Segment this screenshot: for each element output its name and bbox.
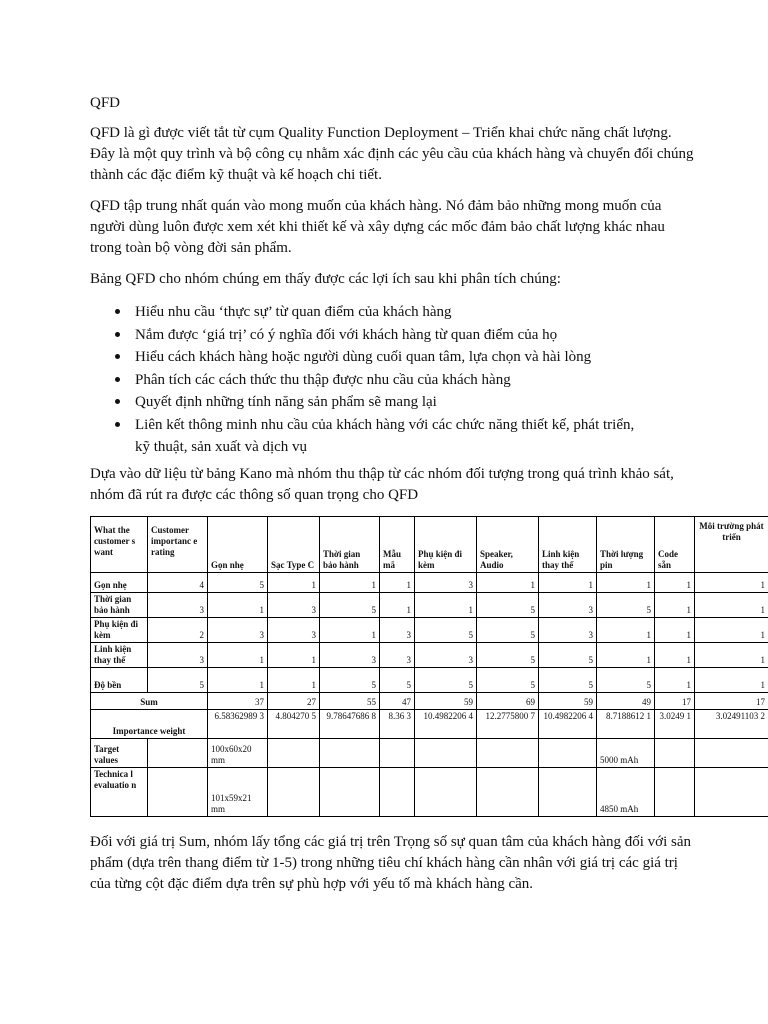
importance-cell: 10.4982206 4 xyxy=(415,710,477,739)
sum-label: Sum xyxy=(91,693,208,710)
list-item: Nắm được ‘giá trị’ có ý nghĩa đối với khách hàng từ quan điểm của họ xyxy=(90,324,650,347)
table-cell xyxy=(655,739,695,768)
table-cell: 1 xyxy=(695,643,768,668)
header-cell: Customer importanc e rating xyxy=(148,517,208,573)
table-cell: 5 xyxy=(477,593,539,618)
table-cell: 1 xyxy=(380,573,415,593)
table-cell: 1 xyxy=(208,643,268,668)
table-cell xyxy=(539,768,597,817)
importance-cell: 3.0249 1 xyxy=(655,710,695,739)
paragraph-qfd-definition: QFD là gì được viết tắt từ cụm Quality Function Deployment – Triển khai chức năng chất lượng. Đây là một quy trình và bộ công cụ nhằm xác định các yêu cầu của khách hàng và chuyển đổi chúng thành các đặc điểm kỹ thuật và kế hoạch chi tiết. xyxy=(90,125,694,183)
importance-cell: 6.58362989 3 xyxy=(208,710,268,739)
table-cell xyxy=(477,739,539,768)
table-cell: 1 xyxy=(695,668,768,693)
table-cell: 1 xyxy=(695,618,768,643)
table-cell: 1 xyxy=(320,573,380,593)
table-cell: 3 xyxy=(148,593,208,618)
table-cell: 1 xyxy=(380,593,415,618)
sum-cell: 47 xyxy=(380,693,415,710)
table-cell: 1 xyxy=(539,573,597,593)
sum-cell: 37 xyxy=(208,693,268,710)
header-cell: Thời lượng pin xyxy=(597,517,655,573)
table-cell: 5000 mAh xyxy=(597,739,655,768)
table-cell: 1 xyxy=(655,618,695,643)
table-cell: 3 xyxy=(380,618,415,643)
table-cell xyxy=(539,739,597,768)
table-cell: 3 xyxy=(380,643,415,668)
table-cell: 1 xyxy=(695,593,768,618)
table-row xyxy=(91,618,768,643)
importance-cell: 8.36 3 xyxy=(380,710,415,739)
header-cell: Sạc Type C xyxy=(268,517,320,573)
header-cell: Phụ kiện đi kèm xyxy=(415,517,477,573)
table-cell: 3 xyxy=(415,573,477,593)
table-cell: 2 xyxy=(148,618,208,643)
importance-cell: 12.2775800 7 xyxy=(477,710,539,739)
sum-cell: 27 xyxy=(268,693,320,710)
table-cell: 5 xyxy=(477,618,539,643)
table-cell xyxy=(148,739,208,768)
table-cell xyxy=(268,768,320,817)
list-item: Phân tích các cách thức thu thập được nhu cầu của khách hàng xyxy=(90,369,650,392)
table-cell: 5 xyxy=(320,668,380,693)
table-cell xyxy=(380,768,415,817)
table-cell xyxy=(477,768,539,817)
importance-cell: 3.02491103 2 xyxy=(695,710,768,739)
table-cell: 3 xyxy=(268,593,320,618)
table-cell: 3 xyxy=(320,643,380,668)
header-cell: Gọn nhẹ xyxy=(208,517,268,573)
row-label: Phụ kiện đi kèm xyxy=(91,618,148,643)
benefits-list xyxy=(90,301,650,459)
table-row xyxy=(91,573,768,593)
table-cell: 5 xyxy=(477,668,539,693)
table-cell: 4 xyxy=(148,573,208,593)
importance-cell: 4.804270 5 xyxy=(268,710,320,739)
header-cell: Linh kiện thay thế xyxy=(539,517,597,573)
sum-row xyxy=(91,693,768,710)
importance-cell: 8.7188612 1 xyxy=(597,710,655,739)
table-cell: 3 xyxy=(268,618,320,643)
table-cell: 1 xyxy=(415,593,477,618)
sum-cell: 17 xyxy=(655,693,695,710)
table-cell: 4850 mAh xyxy=(597,768,655,817)
table-cell xyxy=(320,768,380,817)
table-cell: 3 xyxy=(415,643,477,668)
importance-row xyxy=(91,710,768,739)
table-row xyxy=(91,593,768,618)
paragraph-table-intro: Dựa vào dữ liệu từ bảng Kano mà nhóm thu thập từ các nhóm đối tượng trong quá trình khảo sát, nhóm đã rút ra được các thông số quan trọng cho QFD xyxy=(90,466,674,503)
table-cell xyxy=(148,768,208,817)
qfd-table xyxy=(90,516,768,817)
sum-cell: 17 xyxy=(695,693,768,710)
sum-cell: 55 xyxy=(320,693,380,710)
table-cell: 1 xyxy=(695,573,768,593)
header-cell: What the customer s want xyxy=(91,517,148,573)
table-cell: 5 xyxy=(148,668,208,693)
header-cell: Mẫu mã xyxy=(380,517,415,573)
table-cell: 3 xyxy=(148,643,208,668)
table-cell: 1 xyxy=(655,593,695,618)
table-row xyxy=(91,643,768,668)
table-cell: 5 xyxy=(597,593,655,618)
table-cell: 3 xyxy=(539,618,597,643)
list-item: Quyết định những tính năng sản phẩm sẽ mang lại xyxy=(90,391,650,414)
document-title: QFD xyxy=(90,95,121,111)
list-item: Liên kết thông minh nhu cầu của khách hàng với các chức năng thiết kế, phát triển, kỹ thuật, sản xuất và dịch vụ xyxy=(90,414,650,459)
table-cell: 1 xyxy=(597,573,655,593)
table-cell: 1 xyxy=(477,573,539,593)
table-row xyxy=(91,668,768,693)
paragraph-sum-explanation: Đối với giá trị Sum, nhóm lấy tổng các giá trị trên Trọng số sự quan tâm của khách hàng đối với sản phẩm (dựa trên thang điểm từ 1-5) trong những tiêu chí khách hàng cần nhân với giá trị các giá trị của từng cột đặc điểm dựa trên sự phù hợp với yếu tố mà khách hàng cần. xyxy=(90,834,691,892)
sum-cell: 69 xyxy=(477,693,539,710)
table-cell: 5 xyxy=(415,668,477,693)
table-cell: 5 xyxy=(597,668,655,693)
table-cell xyxy=(415,768,477,817)
technical-evaluation-label: Technica l evaluatio n xyxy=(91,768,148,817)
row-label: Thời gian bảo hành xyxy=(91,593,148,618)
table-cell: 1 xyxy=(655,573,695,593)
header-cell: Speaker, Audio xyxy=(477,517,539,573)
header-cell: Môi trường phát triển xyxy=(695,517,768,573)
target-values-row xyxy=(91,739,768,768)
table-cell xyxy=(380,739,415,768)
technical-evaluation-row xyxy=(91,768,768,817)
table-cell: 5 xyxy=(208,573,268,593)
target-values-label: Target values xyxy=(91,739,148,768)
sum-cell: 59 xyxy=(539,693,597,710)
table-cell: 1 xyxy=(268,643,320,668)
table-cell: 1 xyxy=(268,573,320,593)
table-cell: 5 xyxy=(415,618,477,643)
sum-cell: 49 xyxy=(597,693,655,710)
header-cell: Code sẵn xyxy=(655,517,695,573)
table-cell xyxy=(415,739,477,768)
table-cell xyxy=(695,768,768,817)
table-header-row xyxy=(91,517,768,573)
list-item: Hiểu cách khách hàng hoặc người dùng cuối quan tâm, lựa chọn và hài lòng xyxy=(90,346,650,369)
table-cell xyxy=(320,739,380,768)
table-cell xyxy=(695,739,768,768)
importance-cell: 9.78647686 8 xyxy=(320,710,380,739)
table-cell: 1 xyxy=(655,643,695,668)
row-label: Linh kiện thay thế xyxy=(91,643,148,668)
table-cell: 3 xyxy=(208,618,268,643)
row-label: Độ bền xyxy=(91,668,148,693)
table-cell: 5 xyxy=(539,643,597,668)
table-cell: 100x60x20 mm xyxy=(208,739,268,768)
table-cell: 1 xyxy=(597,618,655,643)
table-cell: 1 xyxy=(320,618,380,643)
sum-cell: 59 xyxy=(415,693,477,710)
table-cell: 5 xyxy=(320,593,380,618)
table-cell: 1 xyxy=(208,593,268,618)
paragraph-qfd-focus: QFD tập trung nhất quán vào mong muốn của khách hàng. Nó đảm bảo những mong muốn của người dùng luôn được xem xét khi thiết kế và xây dựng các mốc đảm bảo chất lượng khác nhau trong toàn bộ vòng đời sản phẩm. xyxy=(90,198,665,256)
table-cell: 101x59x21 mm xyxy=(208,768,268,817)
table-cell: 3 xyxy=(539,593,597,618)
list-item: Hiểu nhu cầu ‘thực sự’ từ quan điểm của khách hàng xyxy=(90,301,650,324)
paragraph-benefits-intro: Bảng QFD cho nhóm chúng em thấy được các lợi ích sau khi phân tích chúng: xyxy=(90,271,561,287)
table-cell xyxy=(268,739,320,768)
table-cell: 5 xyxy=(539,668,597,693)
table-cell xyxy=(655,768,695,817)
header-cell: Thời gian bảo hành xyxy=(320,517,380,573)
table-cell: 1 xyxy=(208,668,268,693)
row-label: Gọn nhẹ xyxy=(91,573,148,593)
table-cell: 5 xyxy=(380,668,415,693)
table-cell: 1 xyxy=(268,668,320,693)
table-cell: 5 xyxy=(477,643,539,668)
importance-label: Importance weight xyxy=(91,710,208,739)
importance-cell: 10.4982206 4 xyxy=(539,710,597,739)
table-cell: 1 xyxy=(597,643,655,668)
table-cell: 1 xyxy=(655,668,695,693)
